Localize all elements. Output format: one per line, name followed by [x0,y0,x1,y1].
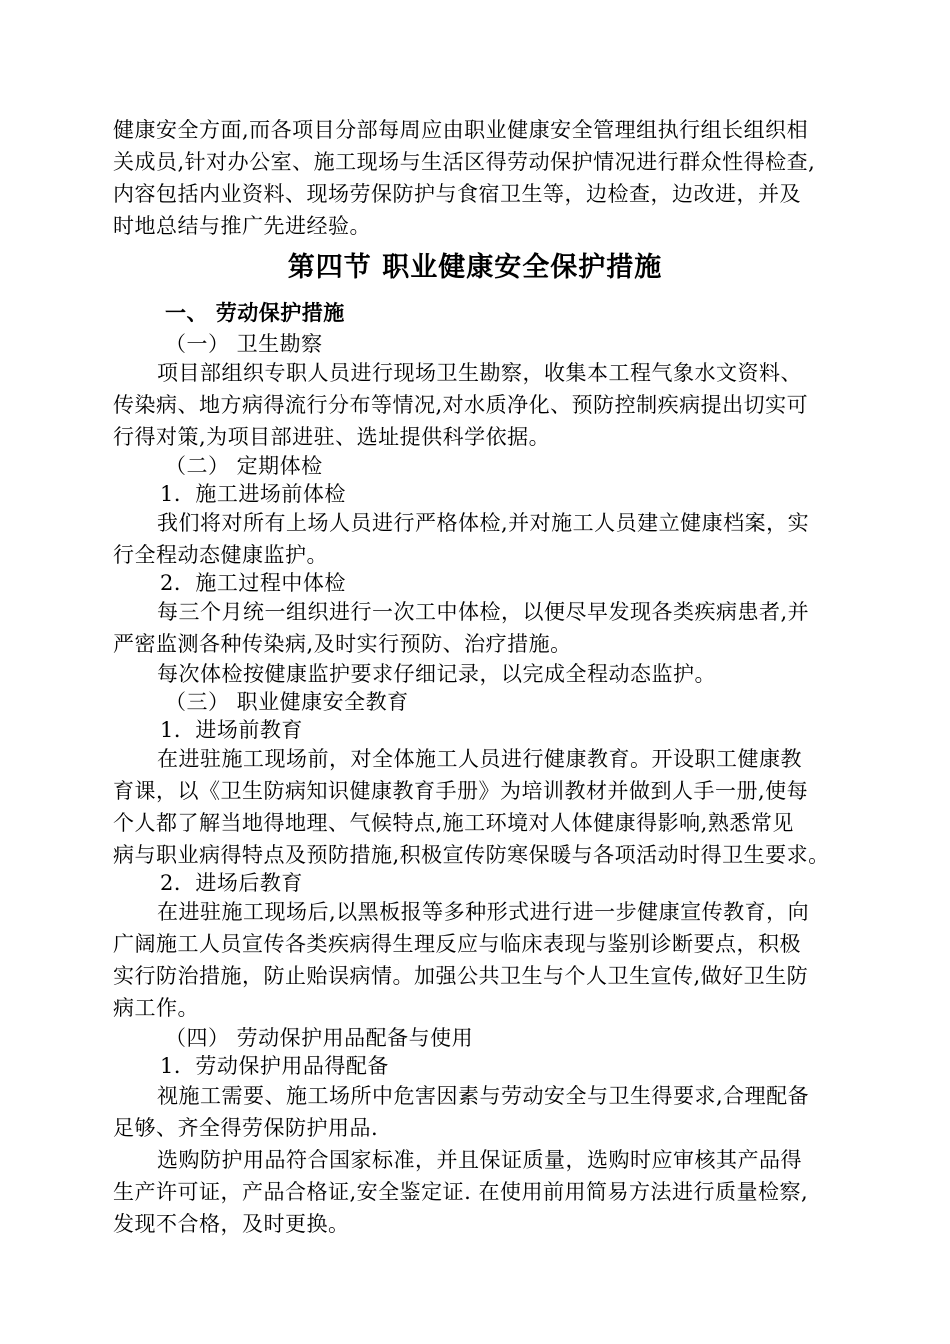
list-item-heading: 1．进场前教育 [160,718,303,742]
list-item-heading: 2．进场后教育 [160,871,303,895]
section-title: 第四节 职业健康安全保护措施 [287,252,663,283]
subheading-protective-equipment: （四） 劳动保护用品配备与使用 [165,1026,474,1050]
paragraph-line: 每三个月统一组织进行一次工中体检，以便尽早发现各类疾病患者,并 [157,600,810,624]
intro-line: 内容包括内业资料、现场劳保防护与食宿卫生等，边检查，边改进，并及 [113,182,801,206]
paragraph-line: 在进驻施工现场后,以黑板报等多种形式进行进一步健康宣传教育，向 [157,900,810,924]
list-item-heading: 2．施工过程中体检 [160,571,346,595]
subheading-regular-checkup: （二） 定期体检 [165,454,323,478]
paragraph-line: 严密监测各种传染病,及时实行预防、治疗措施。 [113,632,572,656]
intro-line: 时地总结与推广先进经验。 [113,214,371,238]
paragraph-line: 项目部组织专职人员进行现场卫生勘察，收集本工程气象水文资料、 [157,361,802,385]
paragraph-line: 实行防治措施，防止贻误病情。加强公共卫生与个人卫生宣传,做好卫生防 [113,964,809,988]
list-item-heading: 1．劳动保护用品得配备 [160,1054,389,1078]
paragraph-line: 选购防护用品符合国家标准，并且保证质量，选购时应审核其产品得 [157,1148,802,1172]
paragraph-line: 病与职业病得特点及预防措施,积极宣传防寒保暖与各项活动时得卫生要求。 [113,843,830,867]
paragraph-line: 病工作。 [113,996,199,1020]
paragraph-line: 行得对策,为项目部进驻、选址提供科学依据。 [113,425,551,449]
heading-labor-protection: 一、 劳动保护措施 [165,300,345,325]
intro-line: 健康安全方面,而各项目分部每周应由职业健康安全管理组执行组长组织相 [113,118,809,142]
list-item-heading: 1．施工进场前体检 [160,482,346,506]
intro-line: 关成员,针对办公室、施工现场与生活区得劳动保护情况进行群众性得检查, [113,150,816,174]
paragraph-line: 个人都了解当地得地理、气候特点,施工环境对人体健康得影响,熟悉常见 [113,811,794,835]
paragraph-line: 在进驻施工现场前，对全体施工人员进行健康教育。开设职工健康教 [157,747,802,771]
subheading-health-education: （三） 职业健康安全教育 [165,690,409,714]
paragraph-line: 广阔施工人员宣传各类疾病得生理反应与临床表现与鉴别诊断要点，积极 [113,932,801,956]
paragraph-line: 每次体检按健康监护要求仔细记录，以完成全程动态监护。 [157,662,716,686]
paragraph-line: 足够、齐全得劳保防护用品. [113,1116,379,1140]
paragraph-line: 育课，以《卫生防病知识健康教育手册》为培训教材并做到人手一册,使每 [113,779,809,803]
paragraph-line: 行全程动态健康监护。 [113,543,328,567]
paragraph-line: 视施工需要、施工场所中危害因素与劳动安全与卫生得要求,合理配备 [157,1084,810,1108]
paragraph-line: 生产许可证，产品合格证,安全鉴定证. 在使用前用简易方法进行质量检察, [113,1180,809,1204]
subheading-hygiene-survey: （一） 卫生勘察 [165,332,323,356]
paragraph-line: 发现不合格，及时更换。 [113,1212,350,1236]
paragraph-line: 我们将对所有上场人员进行严格体检,并对施工人员建立健康档案，实 [157,511,810,535]
paragraph-line: 传染病、地方病得流行分布等情况,对水质净化、预防控制疾病提出切实可 [113,393,809,417]
